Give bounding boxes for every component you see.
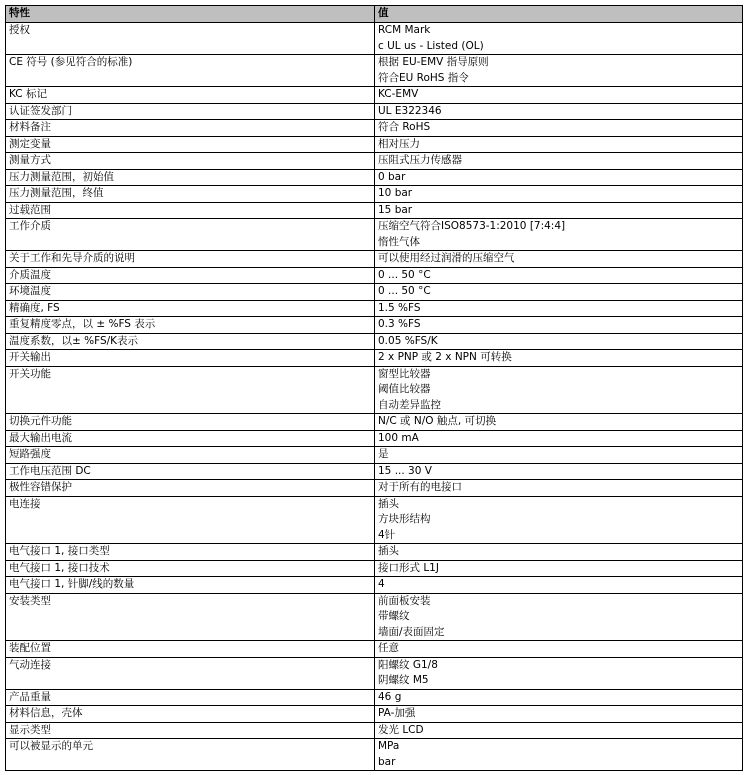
value-line: 任意 [378,642,399,654]
property-label: 安装类型 [6,593,375,641]
table-row [6,577,743,594]
property-value [375,136,743,153]
value-line: 阈值比较器 [378,383,431,395]
table-row [6,593,743,641]
property-value [375,496,743,544]
property-label: 认证签发部门 [6,103,375,120]
property-label: 电气接口 1, 接口类型 [6,544,375,561]
property-label: 精确度, FS [6,300,375,317]
property-label: 授权 [6,23,375,55]
value-line: 符合 RoHS [378,121,431,133]
property-label: 材料信息，壳体 [6,706,375,723]
property-label: 温度系数，以± %FS/K表示 [6,333,375,350]
table-row [6,317,743,334]
property-label: 测量方式 [6,153,375,170]
table-row [6,722,743,739]
table-row [6,153,743,170]
property-value [375,317,743,334]
value-line: 接口形式 L1J [378,561,439,574]
value-line: PA-加强 [378,707,416,719]
table-row [6,689,743,706]
value-line: 100 mA [378,431,419,444]
value-line: 0.3 %FS [378,318,421,330]
header-row [6,6,743,23]
property-label: 材料备注 [6,120,375,137]
value-line: 墙面/表面固定 [378,625,445,638]
value-line: 根据 EU-EMV 指导原则 [378,56,489,68]
table-row [6,366,743,414]
table-row [6,136,743,153]
table-row [6,739,743,771]
value-line: c UL us - Listed (OL) [378,39,484,52]
property-label: 极性容错保护 [6,480,375,497]
property-value [375,103,743,120]
property-value [375,153,743,170]
property-label: 测定变量 [6,136,375,153]
property-value [375,219,743,251]
property-value [375,722,743,739]
table-row [6,251,743,268]
property-label: 气动连接 [6,657,375,689]
property-label: 电气接口 1, 针脚/线的数量 [6,577,375,594]
property-value [375,544,743,561]
value-line: 窗型比较器 [378,367,431,380]
property-label: 切换元件功能 [6,414,375,431]
table-row [6,333,743,350]
property-value [375,706,743,723]
value-line: 符合EU RoHS 指令 [378,71,469,84]
table-row [6,103,743,120]
value-line: 方块形结构 [378,513,431,525]
property-value [375,251,743,268]
property-value [375,657,743,689]
property-value [375,333,743,350]
property-label: 工作电压范围 DC [6,463,375,480]
value-line: RCM Mark [378,24,431,36]
property-value [375,593,743,641]
value-line: 自动差异监控 [378,398,441,411]
property-label: 压力测量范围，终值 [6,186,375,203]
property-label: 电连接 [6,496,375,544]
value-line: 2 x PNP 或 2 x NPN 可转换 [378,351,512,363]
table-row [6,300,743,317]
property-value [375,739,743,771]
value-line: 插头 [378,545,399,557]
table-row [6,430,743,447]
table-row [6,447,743,464]
value-line: 是 [378,448,389,460]
value-line: 0.05 %FS/K [378,334,438,347]
value-line: 压缩空气符合ISO8573-1:2010 [7:4:4] [378,220,566,232]
value-line: 对于所有的电接口 [378,481,462,493]
property-label: 显示类型 [6,722,375,739]
value-line: 46 g [378,690,402,703]
table-row [6,219,743,251]
property-label: 可以被显示的单元 [6,739,375,771]
value-line: 带螺纹 [378,610,410,622]
property-label: 开关功能 [6,366,375,414]
value-line: 相对压力 [378,137,420,150]
property-value [375,186,743,203]
property-value [375,430,743,447]
table-row [6,120,743,137]
value-line: 15 ... 30 V [378,464,432,477]
value-line: 惰性气体 [378,235,420,248]
table-row [6,186,743,203]
value-line: 阳螺纹 G1/8 [378,658,438,671]
property-value [375,447,743,464]
property-value [375,169,743,186]
value-line: 10 bar [378,187,413,199]
property-value [375,463,743,480]
property-value [375,480,743,497]
column-header-property: 特性 [6,6,375,23]
table-row [6,284,743,301]
table-row [6,87,743,104]
property-label: 产品重量 [6,689,375,706]
property-label: 开关输出 [6,350,375,367]
table-row [6,496,743,544]
property-value [375,202,743,219]
property-label: 过载范围 [6,202,375,219]
property-value [375,414,743,431]
property-label: 短路强度 [6,447,375,464]
value-line: 可以使用经过润滑的压缩空气 [378,252,515,264]
value-line: N/C 或 N/O 触点, 可切换 [378,415,497,427]
property-label: 介质温度 [6,267,375,284]
property-value [375,577,743,594]
table-row [6,23,743,55]
property-label: 最大输出电流 [6,430,375,447]
property-value [375,641,743,658]
property-label: 装配位置 [6,641,375,658]
value-line: 阴螺纹 M5 [378,674,429,686]
property-value [375,560,743,577]
property-value [375,350,743,367]
value-line: KC-EMV [378,88,419,100]
value-line: 0 ... 50 °C [378,268,431,281]
property-value [375,689,743,706]
table-row [6,706,743,723]
table-row [6,414,743,431]
property-label: CE 符号 (参见符合的标准) [6,55,375,87]
property-value [375,120,743,137]
property-value [375,284,743,301]
value-line: 15 bar [378,203,413,216]
property-label: 环境温度 [6,284,375,301]
property-label: 电气接口 1, 接口技术 [6,560,375,577]
value-line: bar [378,755,396,768]
property-value [375,55,743,87]
table-row [6,544,743,561]
property-label: 工作介质 [6,219,375,251]
table-row [6,641,743,658]
property-value [375,267,743,284]
value-line: 1.5 %FS [378,301,421,314]
table-row [6,463,743,480]
property-value [375,87,743,104]
value-line: 0 bar [378,170,406,183]
table-row [6,657,743,689]
table-row [6,202,743,219]
value-line: 4 [378,578,385,590]
property-label: KC 标记 [6,87,375,104]
property-label: 关于工作和先导介质的说明 [6,251,375,268]
table-row [6,55,743,87]
value-line: 0 ... 50 °C [378,285,431,297]
table-row [6,350,743,367]
property-value [375,300,743,317]
table-row [6,267,743,284]
value-line: 4针 [378,528,396,541]
value-line: 压阻式压力传感器 [378,154,462,166]
table-row [6,560,743,577]
spec-table [5,5,743,771]
property-value [375,23,743,55]
value-line: 发光 LCD [378,723,424,736]
value-line: UL E322346 [378,104,442,117]
value-line: 前面板安装 [378,594,431,607]
property-value [375,366,743,414]
property-label: 压力测量范围，初始值 [6,169,375,186]
column-header-value: 值 [375,6,743,23]
property-label: 重复精度零点，以 ± %FS 表示 [6,317,375,334]
table-row [6,169,743,186]
value-line: 插头 [378,497,399,510]
value-line: MPa [378,740,400,752]
table-row [6,480,743,497]
